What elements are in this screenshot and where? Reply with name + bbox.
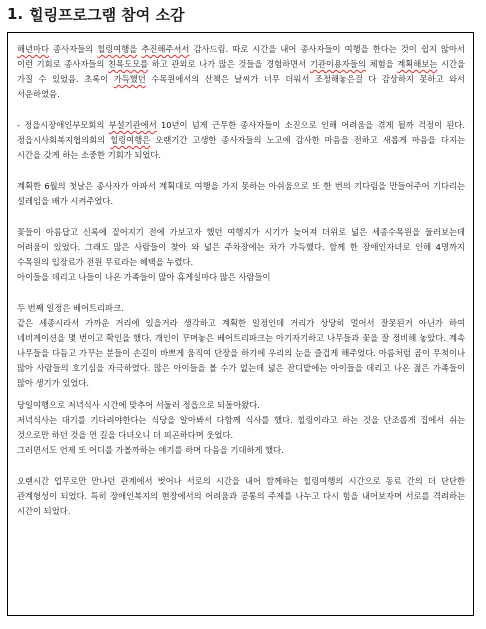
spellcheck-marked-word: 부설기관에서 [108,120,157,130]
text-run: 체험을 [365,59,398,69]
text-run: 계획한 6월의 첫날은 종사자가 아파서 계획대로 여행을 가지 못하는 아쉬움으로 또 한 번의 기다림을 만들어주어 기다리는 설레임을 배가 시켜주었다. [17,181,465,206]
text-run: 시간을 가질 수 있었음. 초록이 [17,59,465,84]
spellcheck-marked-word: 가득했던 [113,74,146,84]
spellcheck-marked-word: 계획해보는 [397,59,438,69]
text-run: 당일여행으로 저녁식사 시간에 맞추어 서둘러 정읍으로 되돌아왔다. [17,400,260,410]
text-run: 같은 세종시라서 가까운 거리에 있을거라 생각하고 계획한 일정인데 거리가 상당히 멀어서 잘못된거 아닌가 하여 네비게이션을 몇 번이고 확인을 했다. 개인이 꾸며놓은 베어트리파크는 아기자기하고 나무들과 꽃을 잘 정비해 놓았다. 계속 나무들을 다듬고 가꾸는 분들이 손길이 바쁘게 움직여 단장을 하기에 우리의 눈을 즐겁게 해주었다. 아름처럼 곰이 무척이나 많아 사람들의 호기심을 자극하였다. 많은 아이들을 볼 수가 없는데 넓은 잔디밭에는 아이들을 데리고 나온 젊은 가족들이 많아 생기가 있었다. [17,318,465,388]
essay-box [7,32,474,616]
paragraph-5 [17,270,465,285]
paragraph-10 [17,443,465,458]
spellcheck-marked-word: 추진해주셔서 [141,44,190,54]
text-run: 종사자들의 [49,44,98,54]
section-title: 힐링프로그램 참여 소감 [29,5,185,24]
paragraph-4 [17,225,465,270]
section-number: 1. [7,5,24,23]
spellcheck-marked-word: 해년마다 [17,44,50,54]
paragraph-3 [17,179,465,209]
text-run: 두 번째 일정은 베어트리파크. [17,303,124,313]
paragraph-9 [17,413,465,443]
text-run: 꽃들이 아름답고 신록에 짙어지기 전에 가보고자 했던 여행지가 시기가 늦어져 더위로 넓은 세종수목원을 둘러보는데 어려움이 있었다. 그래도 많은 사람들이 찾아 와 넓은 주차장에는 차가 가득했다. 함께 한 장애인자녀로 인해 4명까지 수목원의 입장료가 전원 무료라는 혜택을 누렸다. [17,227,465,267]
text-run: 10년이 넘게 근무한 종사자들이 소진으로 인해 어려움을 겪게 될까 걱정이 된다. 정읍시사회복지협의회의 [17,120,465,145]
text-run: - 정읍시장애인부모회의 [17,120,109,130]
paragraph-1 [17,42,465,102]
spellcheck-marked-word: 힐링여행을 [97,44,138,54]
text-run: 감사드림. 따로 시간을 내어 종사자들이 여행을 한다는 것이 쉽지 않아서 이런 기회로 종사자들의 [17,44,465,69]
text-run: 오랜시간 업무로만 만나던 관계에서 벗어나 서로의 시간을 내어 함께하는 힐링여행의 시간으로 동료 간의 더 단단한 관계형성이 되었다. 특히 장애인복지의 현장에서의 어려움과 공통의 주제를 나누고 다시 힘을 내어보자며 서로를 격려하는 시간이 되었다. [17,476,465,516]
section-heading [7,3,477,25]
text-run: 오랜기간 고생한 종사자들의 노고에 감사한 마음을 전하고 새롭게 마음을 다지는 시간을 갖게 하는 소중한 기회가 되었다. [17,135,465,160]
paragraph-7 [17,316,465,391]
text-run: 그러면서도 언제 또 어디를 가볼까하는 얘기를 하며 다음을 기대하게 했다. [17,445,284,455]
text-run: 수목원에서의 산책은 날씨가 너무 더워서 조정해놓은걸 다 감상하지 못하고 와서 서운하였음. [17,74,465,99]
paragraph-11 [17,474,465,519]
spellcheck-marked-word: 힐링여행은 [110,135,151,145]
text-run: 저녁식사는 대기를 기다려야한다는 식당을 알아봐서 다함께 식사를 했다. 힐링이라고 하는 것을 단조롭게 집에서 쉬는 것으로만 하던 것을 먼 길을 다녀오니 더 피곤하다며 웃었다. [17,415,465,440]
spellcheck-marked-word: 기관이용자들의 [309,59,366,69]
text-run: 아이들을 데리고 나들이 나온 가족들이 많아 휴게실마다 많은 사람들이 [17,272,271,282]
paragraph-8 [17,398,465,413]
spellcheck-marked-word: 친목도모를 [108,59,149,69]
paragraph-2 [17,118,465,163]
text-run: 하고 관외로 나가 많은 것들을 경험하면서 [148,59,310,69]
paragraph-6 [17,301,465,316]
